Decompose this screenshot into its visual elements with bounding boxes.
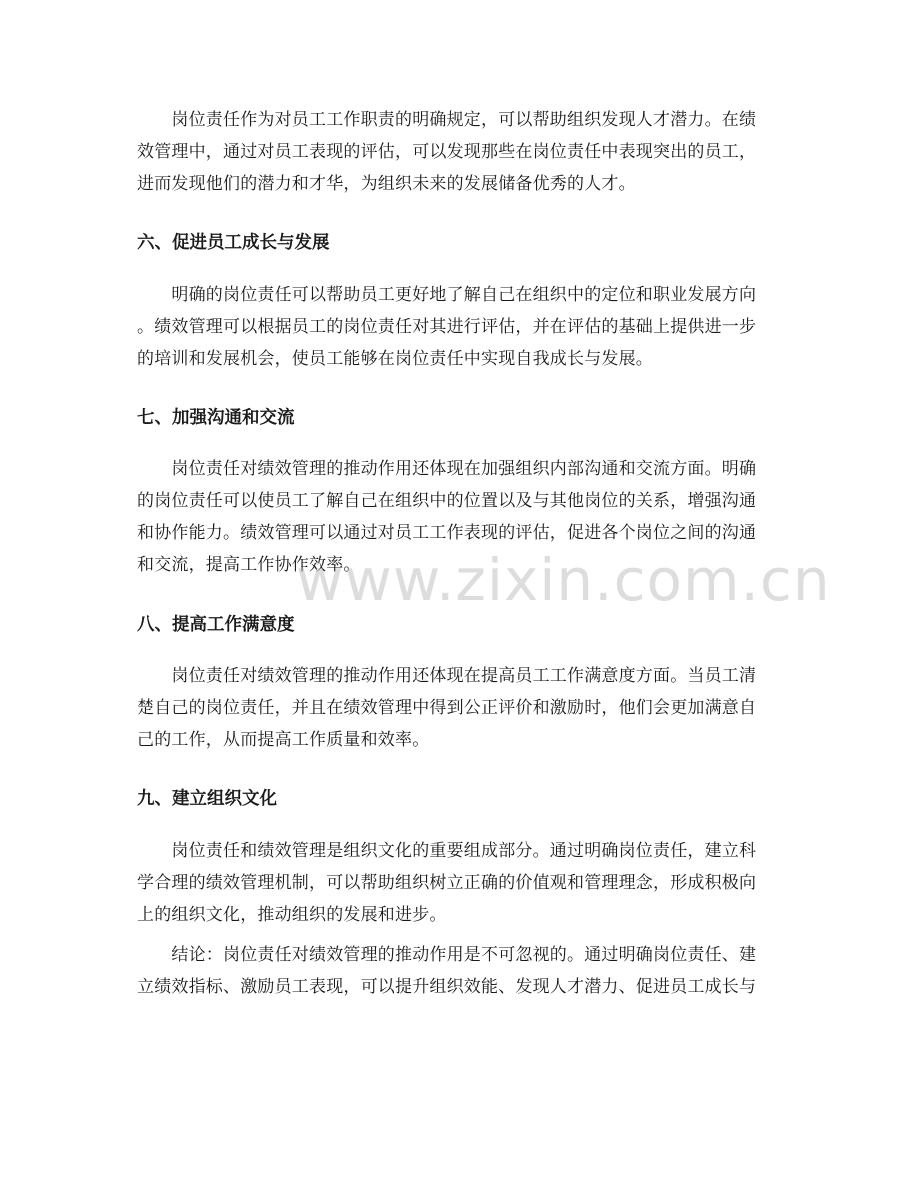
heading-section-7: 七、加强沟通和交流: [137, 408, 295, 428]
paragraph-employee-growth: [137, 279, 797, 375]
paragraph-line: 上的组织文化，推动组织的发展和进步。: [137, 905, 447, 925]
paragraph-line: 岗位责任对绩效管理的推动作用还体现在提高员工工作满意度方面。当员工清: [137, 666, 757, 686]
paragraph-line: 进而发现他们的潜力和才华，为组织未来的发展储备优秀的人才。: [137, 174, 636, 194]
paragraph-job-satisfaction: [137, 660, 797, 756]
paragraph-line: 和交流，提高工作协作效率。: [137, 555, 361, 575]
paragraph-line: 立绩效指标、激励员工表现，可以提升组织效能、发现人才潜力、促进员工成长与: [137, 977, 757, 997]
paragraph-line: 的岗位责任可以使员工了解自己在组织中的位置以及与其他岗位的关系，增强沟通: [137, 491, 757, 511]
paragraph-line: 岗位责任对绩效管理的推动作用还体现在加强组织内部沟通和交流方面。明确: [137, 459, 757, 479]
paragraph-line: 岗位责任和绩效管理是组织文化的重要组成部分。通过明确岗位责任，建立科: [137, 841, 757, 861]
paragraph-line: 的培训和发展机会，使员工能够在岗位责任中实现自我成长与发展。: [137, 349, 653, 369]
heading-section-9: 九、建立组织文化: [137, 789, 277, 809]
heading-section-6: 六、促进员工成长与发展: [137, 233, 330, 253]
paragraph-line: 效管理中，通过对员工表现的评估，可以发现那些在岗位责任中表现突出的员工，: [137, 142, 757, 162]
paragraph-line: 学合理的绩效管理机制，可以帮助组织树立正确的价值观和管理理念，形成积极向: [137, 873, 757, 893]
paragraph-line: 结论：岗位责任对绩效管理的推动作用是不可忽视的。通过明确岗位责任、建: [137, 945, 757, 965]
paragraph-line: 。绩效管理可以根据员工的岗位责任对其进行评估，并在评估的基础上提供进一步: [137, 317, 757, 337]
paragraph-line: 岗位责任作为对员工工作职责的明确规定，可以帮助组织发现人才潜力。在绩: [137, 110, 757, 130]
paragraph-line: 明确的岗位责任可以帮助员工更好地了解自己在组织中的定位和职业发展方向: [137, 285, 757, 305]
paragraph-conclusion: [137, 939, 797, 1003]
watermark: www.zixin.com.cn: [296, 546, 831, 614]
paragraph-line: 楚自己的岗位责任，并且在绩效管理中得到公正评价和激励时，他们会更加满意自: [137, 698, 757, 718]
heading-section-8: 八、提高工作满意度: [137, 615, 295, 635]
paragraph-talent-potential: [137, 104, 797, 200]
paragraph-line: 和协作能力。绩效管理可以通过对员工工作表现的评估，促进各个岗位之间的沟通: [137, 523, 757, 543]
paragraph-org-culture: [137, 835, 797, 931]
paragraph-line: 己的工作，从而提高工作质量和效率。: [137, 730, 430, 750]
paragraph-communication: [137, 453, 797, 581]
